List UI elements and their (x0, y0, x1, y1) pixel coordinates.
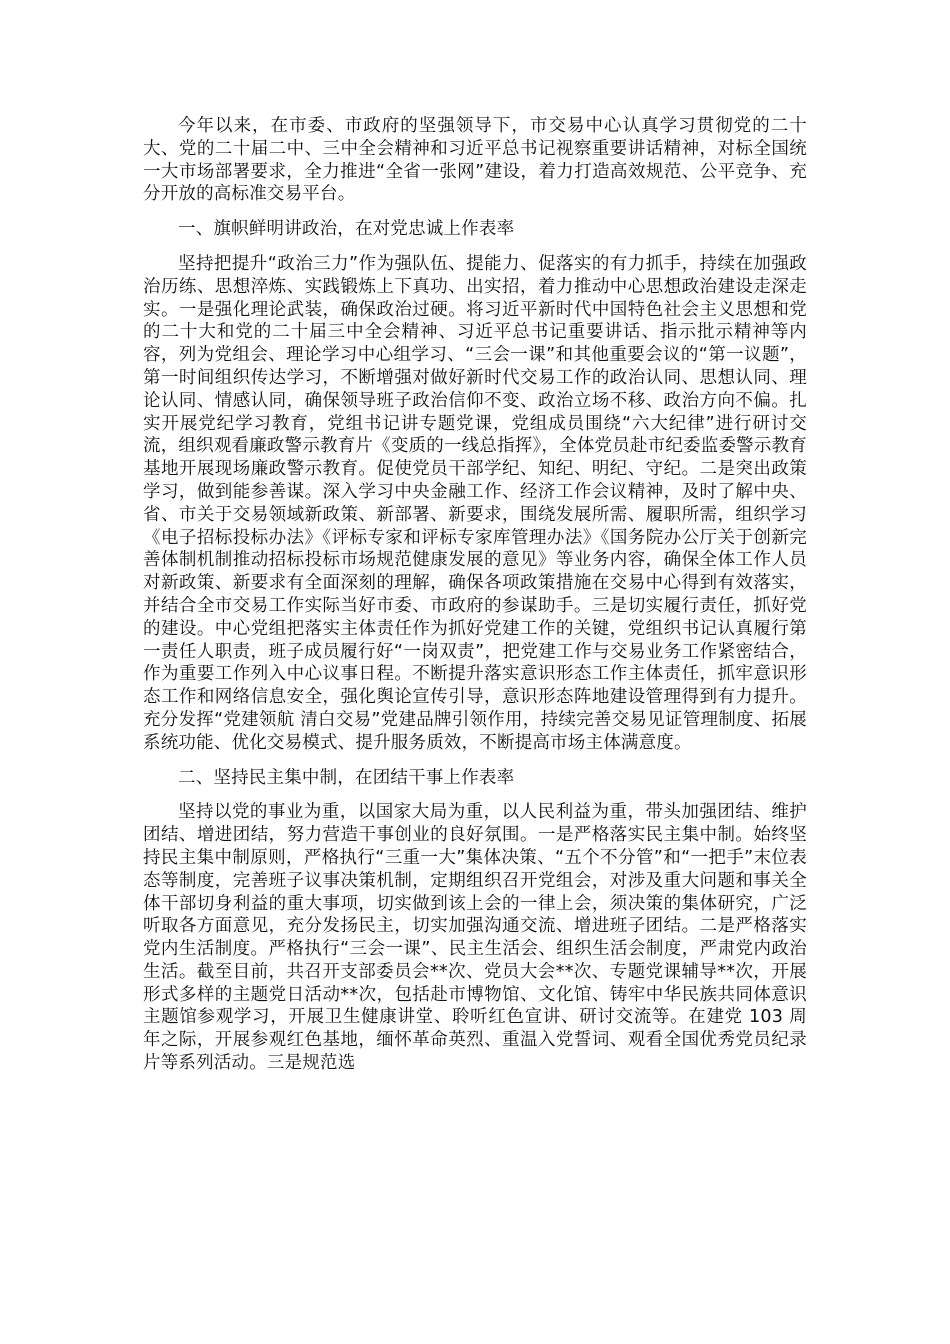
section-2-body: 坚持以党的事业为重，以国家大局为重，以人民利益为重，带头加强团结、维护团结、增进团结，努力营造干事创业的良好氛围。一是严格落实民主集中制。始终坚持民主集中制原则，严格执行“三重一大”集体决策、“五个不分管”和“一把手”末位表态等制度，完善班子议事决策机制，定期组织召开党组会，对涉及重大问题和事关全体干部切身利益的重大事项，切实做到该上会的一律上会，须决策的集体研究，广泛听取各方面意见，充分发扬民主，切实加强沟通交流、增进班子团结。二是严格落实党内生活制度。严格执行“三会一课”、民主生活会、组织生活会制度，严肃党内政治生活。截至目前，共召开支部委员会**次、党员大会**次、专题党课辅导**次，开展形式多样的主题党日活动**次，包括赴市博物馆、文化馆、铸牢中华民族共同体意识主题馆参观学习，开展卫生健康讲堂、聆听红色宣讲、研讨交流等。在建党 103 周年之际，开展参观红色基地，缅怀革命英烈、重温入党誓词、观看全国优秀党员纪录片等系列活动。三是规范选 (143, 802, 807, 1074)
intro-paragraph: 今年以来，在市委、市政府的坚强领导下，市交易中心认真学习贯彻党的二十大、党的二十届二中、三中全会精神和习近平总书记视察重要讲话精神，对标全国统一大市场部署要求，全力推进“全省一张网”建设，着力打造高效规范、公平竞争、充分开放的高标准交易平台。 (143, 116, 807, 205)
section-2-heading: 二、坚持民主集中制，在团结干事上作表率 (178, 767, 515, 788)
document-page (143, 115, 807, 1075)
section-1-heading: 一、旗帜鲜明讲政治，在对党忠诚上作表率 (178, 219, 515, 240)
section-1-body: 坚持把提升“政治三力”作为强队伍、提能力、促落实的有力抓手，持续在加强政治历练、思想淬炼、实践锻炼上下真功、出实招，着力推动中心思想政治建设走深走实。一是强化理论武装，确保政治过硬。将习近平新时代中国特色社会主义思想和党的二十大和党的二十届三中全会精神、习近平总书记重要讲话、指示批示精神等内容，列为党组会、理论学习中心组学习、“三会一课”和其他重要会议的“第一议题”，第一时间组织传达学习，不断增强对做好新时代交易工作的政治认同、思想认同、理论认同、情感认同，确保领导班子政治信仰不变、政治立场不移、政治方向不偏。扎实开展党纪学习教育，党组书记讲专题党课，党组成员围绕“六大纪律”进行研讨交流，组织观看廉政警示教育片《变质的一线总指挥》，全体党员赴市纪委监委警示教育基地开展现场廉政警示教育。促使党员干部学纪、知纪、明纪、守纪。二是突出政策学习，做到能参善谋。深入学习中央金融工作、经济工作会议精神，及时了解中央、省、市关于交易领域新政策、新部署、新要求，围绕发展所需、履职所需，组织学习《电子招标投标办法》《评标专家和评标专家库管理办法》《国务院办公厅关于创新完善体制机制推动招标投标市场规范健康发展的意见》等业务内容，确保全体工作人员对新政策、新要求有全面深刻的理解，确保各项政策措施在交易中心得到有效落实，并结合全市交易工作实际当好市委、市政府的参谋助手。三是切实履行责任，抓好党的建设。中心党组把落实主体责任作为抓好党建工作的关键，党组织书记认真履行第一责任人职责，班子成员履行好“一岗双责”，把党建工作与交易业务工作紧密结合，作为重要工作列入中心议事日程。不断提升落实意识形态工作主体责任，抓牢意识形态工作和网络信息安全，强化舆论宣传引导，意识形态阵地建设管理得到有力提升。充分发挥“党建领航 清白交易”党建品牌引领作用，持续完善交易见证管理制度、拓展系统功能、优化交易模式、提升服务质效，不断提高市场主体满意度。 (143, 253, 807, 753)
